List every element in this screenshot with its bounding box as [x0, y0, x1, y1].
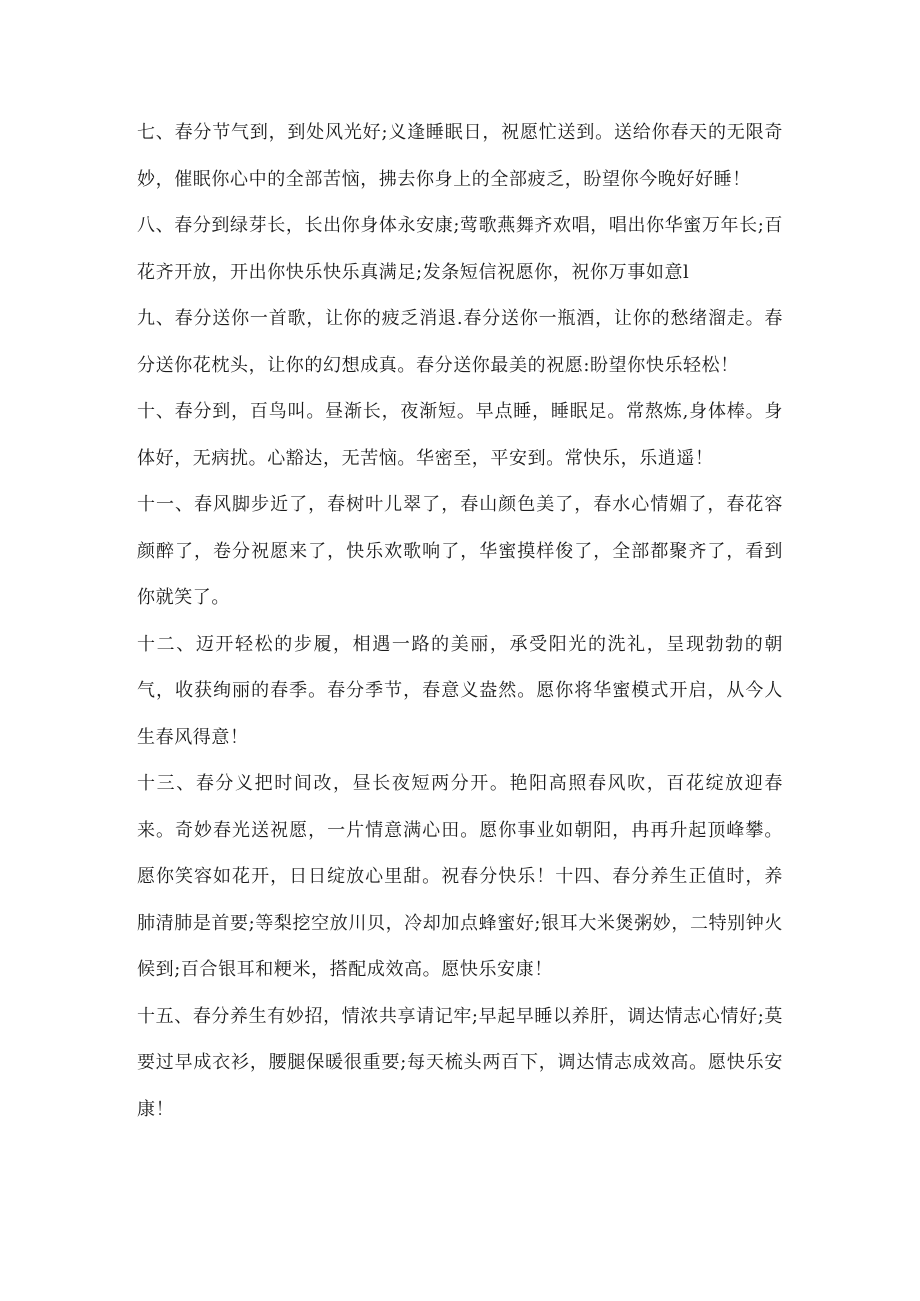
- paragraph-7: 七、春分节气到，到处风光好;义逢睡眠日，祝愿忙送到。送给你春天的无限奇妙，催眠你心中的全部苦恼，拂去你身上的全部疲乏，盼望你今晚好好睡！: [137, 122, 783, 190]
- paragraph-12: 十二、迈开轻松的步履，相遇一路的美丽，承受阳光的洗礼，呈现勃勃的朝气，收获绚丽的春季。春分季节，春意义盎然。愿你将华蜜模式开启，从今人生春风得意！: [137, 633, 783, 748]
- paragraph-11: 十一、春风脚步近了，春树叶儿翠了，春山颜色美了，春水心情媚了，春花容颜醉了，卷分祝愿来了，快乐欢歌响了，华蜜摸样俊了，全部都聚齐了，看到你就笑了。: [137, 494, 783, 608]
- document-body: [137, 110, 783, 1133]
- paragraph-9: 九、春分送你一首歌，让你的疲乏消退.春分送你一瓶酒，让你的愁绪溜走。春分送你花枕头，让你的幻想成真。春分送你最美的祝愿:盼望你快乐轻松！: [137, 308, 783, 376]
- paragraph-13-14: 十三、春分义把时间改，昼长夜短两分开。艳阳高照春风吹，百花绽放迎春来。奇妙春光送祝愿，一片情意满心田。愿你事业如朝阳，冉再升起顶峰攀。愿你笑容如花开，日日绽放心里甜。祝春分快乐！十四、春分养生正值时，养肺清肺是首要;等梨挖空放川贝，冷却加点蜂蜜好;银耳大米煲粥妙，二特别钟火候到;百合银耳和粳米，搭配成效高。愿快乐安康！: [137, 773, 783, 980]
- paragraph-8: 八、春分到绿芽长，长出你身体永安康;莺歌燕舞齐欢唱，唱出你华蜜万年长;百花齐开放，开出你快乐快乐真满足;发条短信祝愿你，祝你万事如意l: [137, 215, 783, 283]
- paragraph-15: 十五、春分养生有妙招，情浓共享请记牢;早起早睡以养肝，调达情志心情好;莫要过早成衣衫，腰腿保暖很重要;每天梳头两百下，调达情志成效高。愿快乐安康！: [137, 1005, 783, 1120]
- paragraph-10: 十、春分到，百鸟叫。昼渐长，夜渐短。早点睡，睡眠足。常熬炼,身体棒。身体好，无病扰。心豁达，无苦恼。华密至，平安到。常快乐，乐逍遥！: [137, 401, 783, 469]
